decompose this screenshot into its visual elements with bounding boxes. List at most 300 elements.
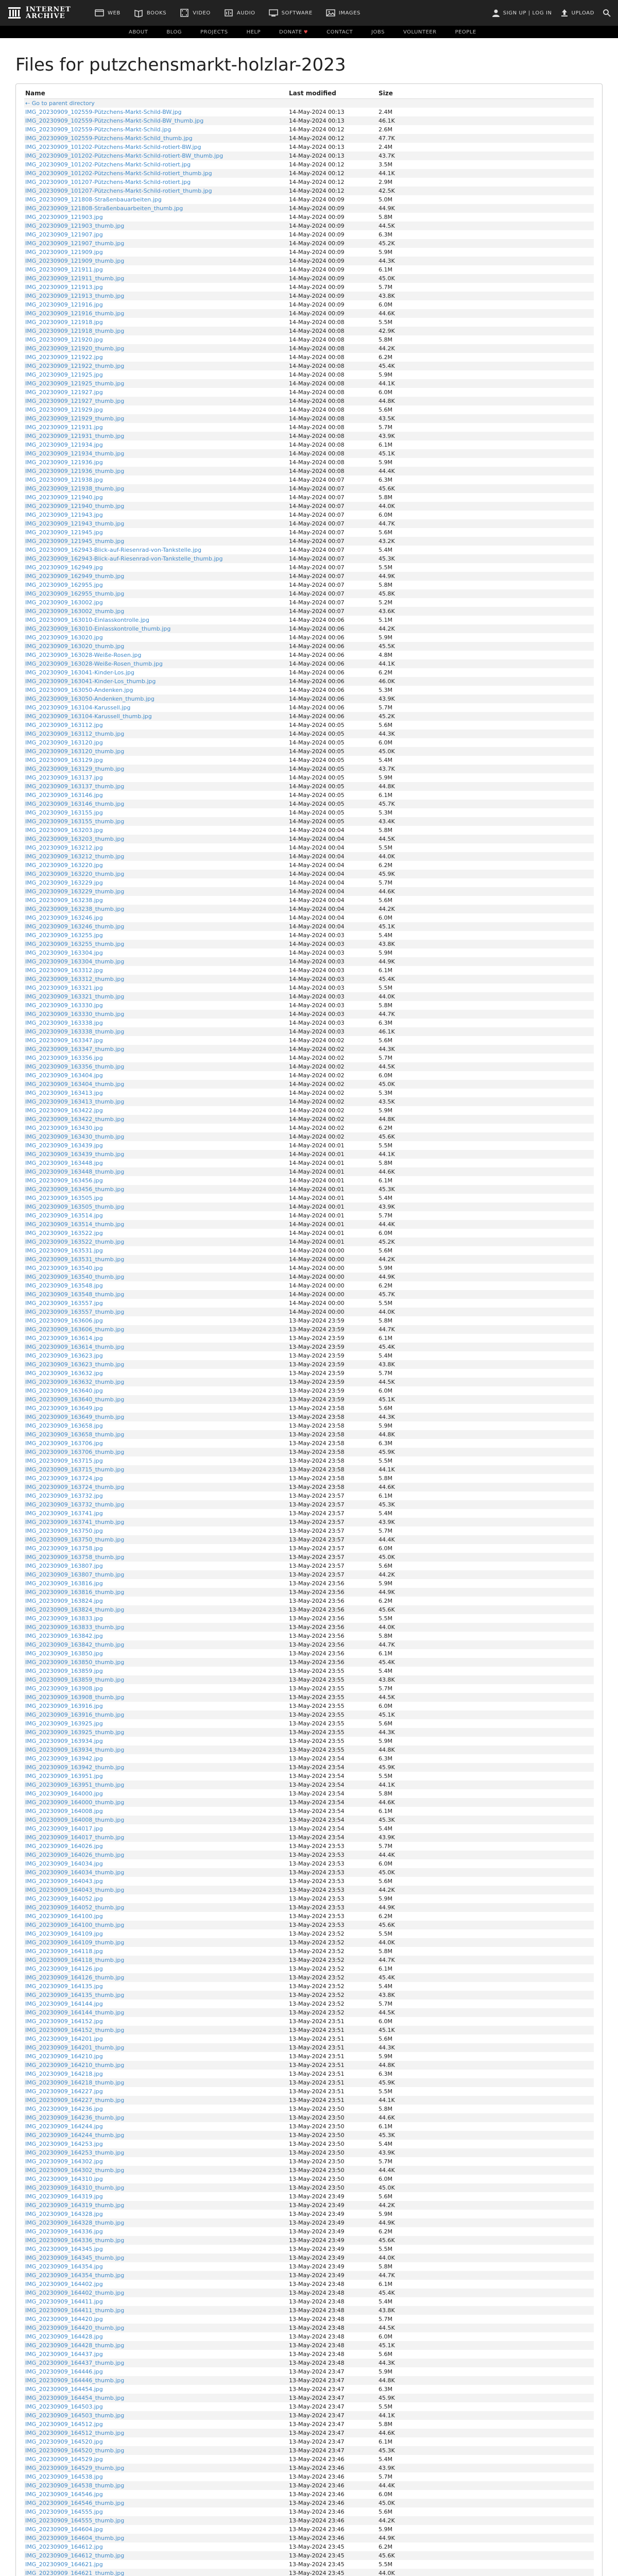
file-link[interactable]: IMG_20230909_121922_thumb.jpg: [25, 362, 125, 369]
file-link[interactable]: IMG_20230909_163129_thumb.jpg: [25, 765, 125, 772]
column-header-name[interactable]: Name: [24, 88, 288, 98]
file-link[interactable]: IMG_20230909_163356.jpg: [25, 1054, 103, 1061]
file-link[interactable]: IMG_20230909_164026.jpg: [25, 1842, 103, 1850]
file-link[interactable]: IMG_20230909_163212_thumb.jpg: [25, 853, 125, 860]
file-link[interactable]: IMG_20230909_163942.jpg: [25, 1755, 103, 1762]
file-link[interactable]: IMG_20230909_162949_thumb.jpg: [25, 572, 125, 580]
file-link[interactable]: IMG_20230909_163522_thumb.jpg: [25, 1238, 125, 1245]
file-link[interactable]: IMG_20230909_163606_thumb.jpg: [25, 1326, 125, 1333]
file-link[interactable]: IMG_20230909_121927.jpg: [25, 388, 103, 396]
file-link[interactable]: IMG_20230909_163050-Andenken.jpg: [25, 686, 133, 693]
subnav-volunteer[interactable]: VOLUNTEER: [403, 29, 437, 35]
file-link[interactable]: IMG_20230909_102559-Pützchens-Markt-Schild.jpg: [25, 126, 171, 133]
file-link[interactable]: IMG_20230909_163658_thumb.jpg: [25, 1431, 125, 1438]
file-link[interactable]: IMG_20230909_163505.jpg: [25, 1194, 103, 1201]
file-link[interactable]: IMG_20230909_164302_thumb.jpg: [25, 2166, 125, 2174]
media-audio[interactable]: [224, 8, 255, 18]
subnav-contact[interactable]: CONTACT: [327, 29, 353, 35]
file-link[interactable]: IMG_20230909_164201_thumb.jpg: [25, 2044, 125, 2051]
file-link[interactable]: IMG_20230909_163304.jpg: [25, 949, 103, 956]
file-link[interactable]: IMG_20230909_164612.jpg: [25, 2543, 103, 2550]
file-link[interactable]: IMG_20230909_163028-Weiße-Rosen_thumb.jpg: [25, 660, 163, 667]
file-link[interactable]: IMG_20230909_121929.jpg: [25, 406, 103, 413]
file-link[interactable]: IMG_20230909_164555_thumb.jpg: [25, 2517, 125, 2524]
file-link[interactable]: IMG_20230909_163531.jpg: [25, 1247, 103, 1254]
file-link[interactable]: IMG_20230909_163548_thumb.jpg: [25, 1291, 125, 1298]
file-link[interactable]: IMG_20230909_163706_thumb.jpg: [25, 1448, 125, 1455]
file-link[interactable]: IMG_20230909_163614.jpg: [25, 1334, 103, 1342]
media-video[interactable]: [180, 8, 211, 18]
file-link[interactable]: IMG_20230909_163807.jpg: [25, 1562, 103, 1569]
file-link[interactable]: IMG_20230909_163842.jpg: [25, 1632, 103, 1639]
file-link[interactable]: IMG_20230909_163934_thumb.jpg: [25, 1746, 125, 1753]
file-link[interactable]: IMG_20230909_121931.jpg: [25, 423, 103, 431]
file-link[interactable]: IMG_20230909_163850_thumb.jpg: [25, 1658, 125, 1666]
file-link[interactable]: IMG_20230909_121940.jpg: [25, 494, 103, 501]
file-link[interactable]: IMG_20230909_163155_thumb.jpg: [25, 818, 125, 825]
file-link[interactable]: IMG_20230909_163146_thumb.jpg: [25, 800, 125, 807]
file-link[interactable]: IMG_20230909_163155.jpg: [25, 809, 103, 816]
file-link[interactable]: IMG_20230909_163002.jpg: [25, 599, 103, 606]
file-link[interactable]: IMG_20230909_163706.jpg: [25, 1439, 103, 1447]
file-link[interactable]: IMG_20230909_164446.jpg: [25, 2368, 103, 2375]
file-link[interactable]: IMG_20230909_164612_thumb.jpg: [25, 2552, 125, 2559]
file-link[interactable]: IMG_20230909_164538.jpg: [25, 2473, 103, 2480]
file-link[interactable]: IMG_20230909_163540_thumb.jpg: [25, 1273, 125, 1280]
file-link[interactable]: IMG_20230909_163732.jpg: [25, 1492, 103, 1499]
file-link[interactable]: IMG_20230909_164621.jpg: [25, 2561, 103, 2568]
media-software[interactable]: [269, 8, 313, 18]
file-link[interactable]: IMG_20230909_101207-Pützchens-Markt-Schild-rotiert_thumb.jpg: [25, 187, 212, 194]
file-link[interactable]: IMG_20230909_163758.jpg: [25, 1545, 103, 1552]
file-link[interactable]: IMG_20230909_163220.jpg: [25, 861, 103, 869]
file-link[interactable]: IMG_20230909_164310_thumb.jpg: [25, 2184, 125, 2191]
file-link[interactable]: IMG_20230909_164244.jpg: [25, 2123, 103, 2130]
file-link[interactable]: IMG_20230909_164008_thumb.jpg: [25, 1816, 125, 1823]
file-link[interactable]: IMG_20230909_121911.jpg: [25, 266, 103, 273]
file-link[interactable]: IMG_20230909_164210_thumb.jpg: [25, 2061, 125, 2069]
file-link[interactable]: IMG_20230909_164437_thumb.jpg: [25, 2359, 125, 2366]
file-link[interactable]: IMG_20230909_164336.jpg: [25, 2228, 103, 2235]
file-link[interactable]: IMG_20230909_163246_thumb.jpg: [25, 923, 125, 930]
file-link[interactable]: IMG_20230909_163632_thumb.jpg: [25, 1378, 125, 1385]
file-link[interactable]: IMG_20230909_163404_thumb.jpg: [25, 1080, 125, 1088]
file-link[interactable]: IMG_20230909_121934_thumb.jpg: [25, 450, 125, 457]
file-link[interactable]: IMG_20230909_101207-Pützchens-Markt-Schild-rotiert.jpg: [25, 178, 191, 185]
file-link[interactable]: IMG_20230909_164026_thumb.jpg: [25, 1851, 125, 1858]
file-link[interactable]: IMG_20230909_163413.jpg: [25, 1089, 103, 1096]
file-link[interactable]: IMG_20230909_164118_thumb.jpg: [25, 1956, 125, 1963]
file-link[interactable]: IMG_20230909_121920.jpg: [25, 336, 103, 343]
file-link[interactable]: IMG_20230909_164345_thumb.jpg: [25, 2254, 125, 2261]
file-link[interactable]: IMG_20230909_163859.jpg: [25, 1667, 103, 1674]
file-link[interactable]: IMG_20230909_163120.jpg: [25, 739, 103, 746]
file-link[interactable]: IMG_20230909_163623.jpg: [25, 1352, 103, 1359]
file-link[interactable]: IMG_20230909_164201.jpg: [25, 2035, 103, 2042]
file-link[interactable]: IMG_20230909_164420_thumb.jpg: [25, 2324, 125, 2331]
file-link[interactable]: IMG_20230909_164135_thumb.jpg: [25, 1991, 125, 1998]
file-link[interactable]: IMG_20230909_163347.jpg: [25, 1037, 103, 1044]
file-link[interactable]: IMG_20230909_164000.jpg: [25, 1790, 103, 1797]
file-link[interactable]: IMG_20230909_163658.jpg: [25, 1422, 103, 1429]
file-link[interactable]: IMG_20230909_164000_thumb.jpg: [25, 1799, 125, 1806]
file-link[interactable]: IMG_20230909_163456_thumb.jpg: [25, 1185, 125, 1193]
file-link[interactable]: IMG_20230909_164144.jpg: [25, 2000, 103, 2007]
file-link[interactable]: IMG_20230909_121943_thumb.jpg: [25, 520, 125, 527]
file-link[interactable]: IMG_20230909_164109.jpg: [25, 1930, 103, 1937]
file-link[interactable]: IMG_20230909_163439_thumb.jpg: [25, 1150, 125, 1158]
column-header-size[interactable]: Size: [377, 88, 594, 98]
file-link[interactable]: IMG_20230909_164109_thumb.jpg: [25, 1939, 125, 1946]
file-link[interactable]: IMG_20230909_102559-Pützchens-Markt-Schild-BW_thumb.jpg: [25, 117, 204, 124]
file-link[interactable]: IMG_20230909_164152_thumb.jpg: [25, 2026, 125, 2033]
file-link[interactable]: IMG_20230909_163338.jpg: [25, 1019, 103, 1026]
file-link[interactable]: IMG_20230909_163934.jpg: [25, 1737, 103, 1744]
file-link[interactable]: IMG_20230909_164454_thumb.jpg: [25, 2394, 125, 2401]
file-link[interactable]: IMG_20230909_121909.jpg: [25, 248, 103, 256]
file-link[interactable]: IMG_20230909_121913.jpg: [25, 283, 103, 291]
file-link[interactable]: IMG_20230909_163750.jpg: [25, 1527, 103, 1534]
file-link[interactable]: IMG_20230909_121909_thumb.jpg: [25, 257, 125, 264]
file-link[interactable]: IMG_20230909_164354.jpg: [25, 2263, 103, 2270]
file-link[interactable]: IMG_20230909_163632.jpg: [25, 1369, 103, 1377]
file-link[interactable]: IMG_20230909_163548.jpg: [25, 1282, 103, 1289]
file-link[interactable]: IMG_20230909_163741.jpg: [25, 1510, 103, 1517]
file-link[interactable]: IMG_20230909_101202-Pützchens-Markt-Schild-rotiert_thumb.jpg: [25, 170, 212, 177]
media-books[interactable]: [134, 8, 166, 18]
file-link[interactable]: IMG_20230909_121911_thumb.jpg: [25, 275, 125, 282]
file-link[interactable]: IMG_20230909_121918_thumb.jpg: [25, 327, 125, 334]
file-link[interactable]: IMG_20230909_164218.jpg: [25, 2070, 103, 2077]
file-link[interactable]: IMG_20230909_163614_thumb.jpg: [25, 1343, 125, 1350]
file-link[interactable]: IMG_20230909_163347_thumb.jpg: [25, 1045, 125, 1053]
file-link[interactable]: IMG_20230909_164512.jpg: [25, 2420, 103, 2428]
file-link[interactable]: IMG_20230909_163010-Einlasskontrolle.jpg: [25, 616, 149, 623]
file-link[interactable]: IMG_20230909_164555.jpg: [25, 2508, 103, 2515]
file-link[interactable]: IMG_20230909_164253_thumb.jpg: [25, 2149, 125, 2156]
file-link[interactable]: IMG_20230909_164052.jpg: [25, 1895, 103, 1902]
file-link[interactable]: IMG_20230909_164227.jpg: [25, 2088, 103, 2095]
subnav-jobs[interactable]: JOBS: [371, 29, 385, 35]
file-link[interactable]: IMG_20230909_162943-Blick-auf-Riesenrad-von-Tankstelle_thumb.jpg: [25, 555, 223, 562]
file-link[interactable]: IMG_20230909_164529.jpg: [25, 2455, 103, 2463]
file-link[interactable]: IMG_20230909_121943.jpg: [25, 511, 103, 518]
file-link[interactable]: IMG_20230909_164402.jpg: [25, 2280, 103, 2287]
file-link[interactable]: IMG_20230909_164302.jpg: [25, 2158, 103, 2165]
file-link[interactable]: IMG_20230909_163146.jpg: [25, 791, 103, 799]
file-link[interactable]: IMG_20230909_164236_thumb.jpg: [25, 2114, 125, 2121]
file-link[interactable]: IMG_20230909_121936.jpg: [25, 459, 103, 466]
file-link[interactable]: IMG_20230909_164604.jpg: [25, 2526, 103, 2533]
file-link[interactable]: IMG_20230909_121907.jpg: [25, 231, 103, 238]
file-link[interactable]: IMG_20230909_121922.jpg: [25, 353, 103, 361]
file-link[interactable]: IMG_20230909_162955_thumb.jpg: [25, 590, 125, 597]
file-link[interactable]: IMG_20230909_164621_thumb.jpg: [25, 2569, 125, 2576]
file-link[interactable]: IMG_20230909_164546.jpg: [25, 2490, 103, 2498]
file-link[interactable]: IMG_20230909_164100.jpg: [25, 1912, 103, 1920]
file-link[interactable]: IMG_20230909_121918.jpg: [25, 318, 103, 326]
file-link[interactable]: IMG_20230909_163606.jpg: [25, 1317, 103, 1324]
file-link[interactable]: IMG_20230909_163833_thumb.jpg: [25, 1623, 125, 1631]
file-link[interactable]: IMG_20230909_163649.jpg: [25, 1404, 103, 1412]
file-link[interactable]: IMG_20230909_163448.jpg: [25, 1159, 103, 1166]
file-link[interactable]: IMG_20230909_164328.jpg: [25, 2210, 103, 2217]
file-link[interactable]: IMG_20230909_163041-Kinder-Los.jpg: [25, 669, 134, 676]
file-link[interactable]: IMG_20230909_163859_thumb.jpg: [25, 1676, 125, 1683]
file-link[interactable]: IMG_20230909_163732_thumb.jpg: [25, 1501, 125, 1508]
file-link[interactable]: IMG_20230909_163514_thumb.jpg: [25, 1221, 125, 1228]
file-link[interactable]: IMG_20230909_121934.jpg: [25, 441, 103, 448]
parent-directory-link[interactable]: [25, 100, 95, 107]
media-web[interactable]: [95, 8, 121, 18]
file-link[interactable]: IMG_20230909_164135.jpg: [25, 1982, 103, 1990]
file-link[interactable]: IMG_20230909_163321.jpg: [25, 984, 103, 991]
file-link[interactable]: IMG_20230909_163203.jpg: [25, 826, 103, 834]
file-link[interactable]: IMG_20230909_163104-Karussell.jpg: [25, 704, 131, 711]
subnav-about[interactable]: ABOUT: [129, 29, 148, 35]
file-link[interactable]: IMG_20230909_163724_thumb.jpg: [25, 1483, 125, 1490]
file-link[interactable]: IMG_20230909_163112_thumb.jpg: [25, 730, 125, 737]
file-link[interactable]: IMG_20230909_164520.jpg: [25, 2438, 103, 2445]
file-link[interactable]: IMG_20230909_164118.jpg: [25, 1947, 103, 1955]
file-link[interactable]: IMG_20230909_164446_thumb.jpg: [25, 2377, 125, 2384]
file-link[interactable]: IMG_20230909_163356_thumb.jpg: [25, 1063, 125, 1070]
file-link[interactable]: IMG_20230909_101202-Pützchens-Markt-Schild-rotiert-BW.jpg: [25, 143, 201, 150]
file-link[interactable]: IMG_20230909_121927_thumb.jpg: [25, 397, 125, 404]
file-link[interactable]: IMG_20230909_121916.jpg: [25, 301, 103, 308]
file-link[interactable]: IMG_20230909_163951.jpg: [25, 1772, 103, 1780]
file-link[interactable]: IMG_20230909_163255.jpg: [25, 931, 103, 939]
file-link[interactable]: IMG_20230909_164546_thumb.jpg: [25, 2499, 125, 2506]
subnav-help[interactable]: HELP: [246, 29, 261, 35]
file-link[interactable]: IMG_20230909_164428.jpg: [25, 2333, 103, 2340]
file-link[interactable]: IMG_20230909_164454.jpg: [25, 2385, 103, 2393]
file-link[interactable]: IMG_20230909_163724.jpg: [25, 1475, 103, 1482]
subnav-donate[interactable]: [279, 29, 308, 35]
file-link[interactable]: IMG_20230909_163422.jpg: [25, 1107, 103, 1114]
media-images[interactable]: [326, 8, 360, 18]
file-link[interactable]: IMG_20230909_164529_thumb.jpg: [25, 2464, 125, 2471]
file-link[interactable]: IMG_20230909_163020_thumb.jpg: [25, 642, 125, 650]
file-link[interactable]: IMG_20230909_163430_thumb.jpg: [25, 1133, 125, 1140]
file-link[interactable]: IMG_20230909_164319_thumb.jpg: [25, 2201, 125, 2209]
file-link[interactable]: IMG_20230909_163028-Weiße-Rosen.jpg: [25, 651, 142, 658]
file-link[interactable]: IMG_20230909_164017_thumb.jpg: [25, 1834, 125, 1841]
file-link[interactable]: IMG_20230909_164503.jpg: [25, 2403, 103, 2410]
file-link[interactable]: IMG_20230909_163112.jpg: [25, 721, 103, 728]
file-link[interactable]: IMG_20230909_163741_thumb.jpg: [25, 1518, 125, 1526]
file-link[interactable]: IMG_20230909_163255_thumb.jpg: [25, 940, 125, 947]
file-link[interactable]: IMG_20230909_164126.jpg: [25, 1965, 103, 1972]
file-link[interactable]: IMG_20230909_163623_thumb.jpg: [25, 1361, 125, 1368]
file-link[interactable]: IMG_20230909_121936_thumb.jpg: [25, 467, 125, 474]
file-link[interactable]: IMG_20230909_163715.jpg: [25, 1457, 103, 1464]
file-link[interactable]: IMG_20230909_163456.jpg: [25, 1177, 103, 1184]
file-link[interactable]: IMG_20230909_121903.jpg: [25, 213, 103, 221]
file-link[interactable]: IMG_20230909_121903_thumb.jpg: [25, 222, 125, 229]
file-link[interactable]: IMG_20230909_164034_thumb.jpg: [25, 1869, 125, 1876]
file-link[interactable]: IMG_20230909_162943-Blick-auf-Riesenrad-von-Tankstelle.jpg: [25, 546, 202, 553]
subnav-people[interactable]: PEOPLE: [455, 29, 476, 35]
signin-link[interactable]: [492, 9, 552, 17]
file-link[interactable]: IMG_20230909_102559-Pützchens-Markt-Schild_thumb.jpg: [25, 134, 193, 142]
subnav-blog[interactable]: BLOG: [166, 29, 182, 35]
file-link[interactable]: IMG_20230909_163304_thumb.jpg: [25, 958, 125, 965]
file-link[interactable]: IMG_20230909_164604_thumb.jpg: [25, 2534, 125, 2541]
file-link[interactable]: IMG_20230909_121808-Straßenbauarbeiten_thumb.jpg: [25, 205, 183, 212]
file-link[interactable]: IMG_20230909_163220_thumb.jpg: [25, 870, 125, 877]
file-link[interactable]: IMG_20230909_121938_thumb.jpg: [25, 485, 125, 492]
file-link[interactable]: IMG_20230909_164253.jpg: [25, 2140, 103, 2147]
file-link[interactable]: IMG_20230909_101202-Pützchens-Markt-Schild-rotiert.jpg: [25, 161, 191, 168]
file-link[interactable]: IMG_20230909_121931_thumb.jpg: [25, 432, 125, 439]
file-link[interactable]: IMG_20230909_163715_thumb.jpg: [25, 1466, 125, 1473]
file-link[interactable]: IMG_20230909_164411.jpg: [25, 2298, 103, 2305]
file-link[interactable]: IMG_20230909_163422_thumb.jpg: [25, 1115, 125, 1123]
file-link[interactable]: IMG_20230909_164503_thumb.jpg: [25, 2412, 125, 2419]
file-link[interactable]: IMG_20230909_102559-Pützchens-Markt-Schild-BW.jpg: [25, 108, 182, 115]
file-link[interactable]: IMG_20230909_163203_thumb.jpg: [25, 835, 125, 842]
file-link[interactable]: IMG_20230909_163842_thumb.jpg: [25, 1641, 125, 1648]
file-link[interactable]: IMG_20230909_164512_thumb.jpg: [25, 2429, 125, 2436]
upload-link[interactable]: [560, 9, 594, 17]
file-link[interactable]: IMG_20230909_163916_thumb.jpg: [25, 1711, 125, 1718]
file-link[interactable]: IMG_20230909_163229_thumb.jpg: [25, 888, 125, 895]
file-link[interactable]: IMG_20230909_163120_thumb.jpg: [25, 748, 125, 755]
file-link[interactable]: IMG_20230909_163404.jpg: [25, 1072, 103, 1079]
file-link[interactable]: IMG_20230909_163312_thumb.jpg: [25, 975, 125, 982]
file-link[interactable]: IMG_20230909_163050-Andenken_thumb.jpg: [25, 695, 154, 702]
file-link[interactable]: IMG_20230909_164354_thumb.jpg: [25, 2272, 125, 2279]
file-link[interactable]: IMG_20230909_163321_thumb.jpg: [25, 993, 125, 1000]
file-link[interactable]: IMG_20230909_163129.jpg: [25, 756, 103, 764]
file-link[interactable]: IMG_20230909_164428_thumb.jpg: [25, 2342, 125, 2349]
file-link[interactable]: IMG_20230909_163816.jpg: [25, 1580, 103, 1587]
file-link[interactable]: IMG_20230909_163505_thumb.jpg: [25, 1203, 125, 1210]
file-link[interactable]: IMG_20230909_164328_thumb.jpg: [25, 2219, 125, 2226]
file-link[interactable]: IMG_20230909_164144_thumb.jpg: [25, 2009, 125, 2016]
file-link[interactable]: IMG_20230909_162949.jpg: [25, 564, 103, 571]
file-link[interactable]: IMG_20230909_163850.jpg: [25, 1650, 103, 1657]
file-link[interactable]: IMG_20230909_163448_thumb.jpg: [25, 1168, 125, 1175]
file-link[interactable]: IMG_20230909_164052_thumb.jpg: [25, 1904, 125, 1911]
file-link[interactable]: IMG_20230909_163522.jpg: [25, 1229, 103, 1236]
file-link[interactable]: IMG_20230909_163540.jpg: [25, 1264, 103, 1272]
file-link[interactable]: IMG_20230909_163908_thumb.jpg: [25, 1693, 125, 1701]
file-link[interactable]: IMG_20230909_164402_thumb.jpg: [25, 2289, 125, 2296]
file-link[interactable]: IMG_20230909_163246.jpg: [25, 914, 103, 921]
file-link[interactable]: IMG_20230909_164310.jpg: [25, 2175, 103, 2182]
file-link[interactable]: IMG_20230909_163338_thumb.jpg: [25, 1028, 125, 1035]
file-link[interactable]: IMG_20230909_164336_thumb.jpg: [25, 2236, 125, 2244]
file-link[interactable]: IMG_20230909_163824.jpg: [25, 1597, 103, 1604]
file-link[interactable]: IMG_20230909_163758_thumb.jpg: [25, 1553, 125, 1561]
file-link[interactable]: IMG_20230909_163750_thumb.jpg: [25, 1536, 125, 1543]
file-link[interactable]: IMG_20230909_163824_thumb.jpg: [25, 1606, 125, 1613]
column-header-modified[interactable]: Last modified: [288, 88, 377, 98]
file-link[interactable]: IMG_20230909_162955.jpg: [25, 581, 103, 588]
file-link[interactable]: IMG_20230909_163010-Einlasskontrolle_thumb.jpg: [25, 625, 171, 632]
file-link[interactable]: IMG_20230909_164345.jpg: [25, 2245, 103, 2252]
file-link[interactable]: IMG_20230909_163312.jpg: [25, 967, 103, 974]
file-link[interactable]: IMG_20230909_121808-Straßenbauarbeiten.jpg: [25, 196, 162, 203]
file-link[interactable]: IMG_20230909_164538_thumb.jpg: [25, 2482, 125, 2489]
file-link[interactable]: IMG_20230909_121940_thumb.jpg: [25, 502, 125, 510]
file-link[interactable]: IMG_20230909_121945.jpg: [25, 529, 103, 536]
file-link[interactable]: IMG_20230909_163908.jpg: [25, 1685, 103, 1692]
file-link[interactable]: IMG_20230909_164043_thumb.jpg: [25, 1886, 125, 1893]
file-link[interactable]: IMG_20230909_163807_thumb.jpg: [25, 1571, 125, 1578]
file-link[interactable]: IMG_20230909_164152.jpg: [25, 2018, 103, 2025]
file-link[interactable]: IMG_20230909_163925_thumb.jpg: [25, 1728, 125, 1736]
file-link[interactable]: IMG_20230909_164126_thumb.jpg: [25, 1974, 125, 1981]
file-link[interactable]: IMG_20230909_163640_thumb.jpg: [25, 1396, 125, 1403]
file-link[interactable]: IMG_20230909_164319.jpg: [25, 2193, 103, 2200]
file-link[interactable]: IMG_20230909_163531_thumb.jpg: [25, 1256, 125, 1263]
file-link[interactable]: IMG_20230909_163041-Kinder-Los_thumb.jpg: [25, 677, 156, 685]
file-link[interactable]: IMG_20230909_163104-Karussell_thumb.jpg: [25, 713, 152, 720]
file-link[interactable]: IMG_20230909_121907_thumb.jpg: [25, 240, 125, 247]
file-link[interactable]: IMG_20230909_163925.jpg: [25, 1720, 103, 1727]
file-link[interactable]: IMG_20230909_163916.jpg: [25, 1702, 103, 1709]
file-link[interactable]: IMG_20230909_121945_thumb.jpg: [25, 537, 125, 545]
file-link[interactable]: IMG_20230909_121925.jpg: [25, 371, 103, 378]
file-link[interactable]: IMG_20230909_164017.jpg: [25, 1825, 103, 1832]
file-link[interactable]: IMG_20230909_164520_thumb.jpg: [25, 2447, 125, 2454]
file-link[interactable]: IMG_20230909_164244_thumb.jpg: [25, 2131, 125, 2139]
file-link[interactable]: IMG_20230909_121925_thumb.jpg: [25, 380, 125, 387]
search-icon[interactable]: [603, 9, 611, 17]
file-link[interactable]: IMG_20230909_164008.jpg: [25, 1807, 103, 1815]
file-link[interactable]: IMG_20230909_163951_thumb.jpg: [25, 1781, 125, 1788]
file-link[interactable]: IMG_20230909_101202-Pützchens-Markt-Schild-rotiert-BW_thumb.jpg: [25, 152, 224, 159]
file-link[interactable]: IMG_20230909_164100_thumb.jpg: [25, 1921, 125, 1928]
file-link[interactable]: IMG_20230909_164236.jpg: [25, 2105, 103, 2112]
file-link[interactable]: IMG_20230909_163557_thumb.jpg: [25, 1308, 125, 1315]
file-link[interactable]: IMG_20230909_164218_thumb.jpg: [25, 2079, 125, 2086]
file-link[interactable]: IMG_20230909_164437.jpg: [25, 2350, 103, 2358]
file-link[interactable]: IMG_20230909_163640.jpg: [25, 1387, 103, 1394]
file-link[interactable]: IMG_20230909_121920_thumb.jpg: [25, 345, 125, 352]
file-link[interactable]: IMG_20230909_163238.jpg: [25, 896, 103, 904]
file-link[interactable]: IMG_20230909_163212.jpg: [25, 844, 103, 851]
file-link[interactable]: IMG_20230909_163020.jpg: [25, 634, 103, 641]
file-link[interactable]: IMG_20230909_121938.jpg: [25, 476, 103, 483]
file-link[interactable]: IMG_20230909_163649_thumb.jpg: [25, 1413, 125, 1420]
file-link[interactable]: IMG_20230909_163430.jpg: [25, 1124, 103, 1131]
file-link[interactable]: IMG_20230909_163833.jpg: [25, 1615, 103, 1622]
file-link[interactable]: IMG_20230909_163330_thumb.jpg: [25, 1010, 125, 1018]
file-link[interactable]: IMG_20230909_163229.jpg: [25, 879, 103, 886]
file-link[interactable]: IMG_20230909_164227_thumb.jpg: [25, 2096, 125, 2104]
file-link[interactable]: IMG_20230909_121916_thumb.jpg: [25, 310, 125, 317]
file-link[interactable]: IMG_20230909_163002_thumb.jpg: [25, 607, 125, 615]
file-link[interactable]: IMG_20230909_164411_thumb.jpg: [25, 2307, 125, 2314]
file-link[interactable]: IMG_20230909_163557.jpg: [25, 1299, 103, 1307]
file-link[interactable]: IMG_20230909_163816_thumb.jpg: [25, 1588, 125, 1596]
file-link[interactable]: IMG_20230909_163514.jpg: [25, 1212, 103, 1219]
subnav-projects[interactable]: PROJECTS: [200, 29, 228, 35]
file-link[interactable]: IMG_20230909_163413_thumb.jpg: [25, 1098, 125, 1105]
file-link[interactable]: IMG_20230909_121913_thumb.jpg: [25, 292, 125, 299]
file-link[interactable]: IMG_20230909_163330.jpg: [25, 1002, 103, 1009]
file-link[interactable]: IMG_20230909_163439.jpg: [25, 1142, 103, 1149]
file-link[interactable]: IMG_20230909_164420.jpg: [25, 2315, 103, 2323]
file-link[interactable]: IMG_20230909_163137_thumb.jpg: [25, 783, 125, 790]
file-link[interactable]: IMG_20230909_121929_thumb.jpg: [25, 415, 125, 422]
file-link[interactable]: IMG_20230909_164043.jpg: [25, 1877, 103, 1885]
file-link[interactable]: IMG_20230909_164210.jpg: [25, 2053, 103, 2060]
